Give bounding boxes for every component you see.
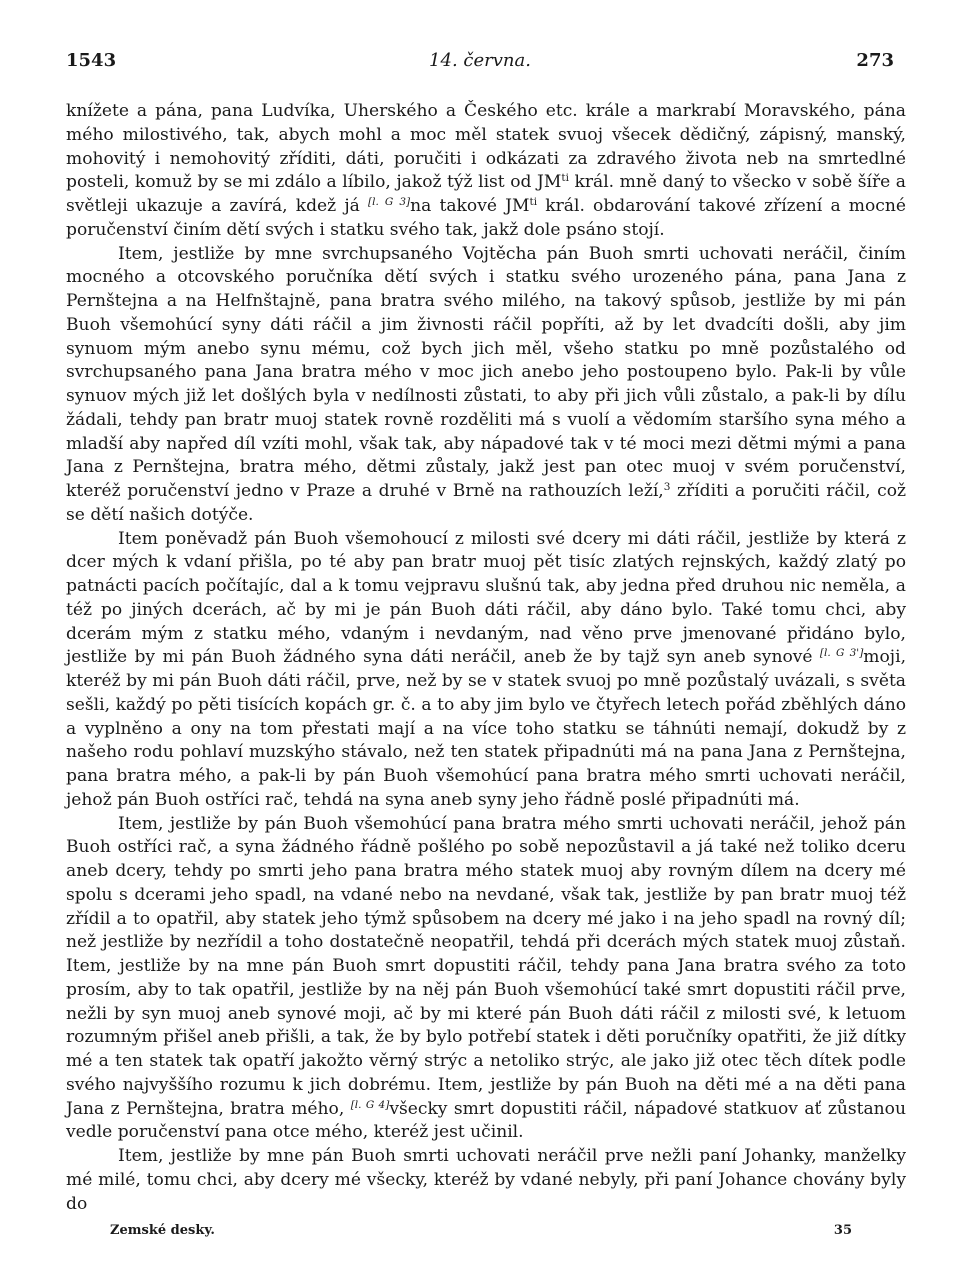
text-run: Item, jestliže by mne pán Buoh smrti uchovati neráčil prve nežli paní Johanky, manželky mé milé, tomu chci, aby dcery mé všecky, kteréž by vdané nebyly, při paní Johance chovány byly do xyxy=(66,1146,906,1214)
folio-marker: [l. G 3'] xyxy=(819,647,864,660)
header-year: 1543 xyxy=(66,50,117,71)
text-run: všecky smrt dopustiti ráčil, nápadové statkuov ať zůstanou vedle poručenství pana otce mého, kteréž jest učinil. xyxy=(66,1098,906,1143)
body-text xyxy=(66,100,906,1216)
text-run: Item, jestliže by pán Buoh všemohúcí pana bratra mého smrti uchovati neráčil, jehož pán Buoh ostříci rač, a syna žádného řádně pošlého po sobě nepozůstavil a já také než toliko dceru aneb dcery, tehdy po smrti jeho pana bratra mého statek muoj aby rovným dílem na dcery mé spolu s dcerami jeho spadl, na vdané nebo na nevdané, však tak, jestliže by pan bratr muoj též zřídil a to opatřil, aby statek jeho týmž spůsobem na dcery mé jako i na jeho spadl na rovný díl; než jestliže by nezřídil a toho dostatečně neopatřil, tehdá při dcerách mých statek muoj zůstaň. Item, jestliže by na mne pán Buoh smrt dopustiti ráčil, tehdy pana Jana bratra svého za toto prosím, aby to tak opatřil, jestliže by na něj pán Buoh všemohúcí také smrt dopustiti ráčil prve, nežli by syn muoj aneb synové moji, ač by mi které pán Buoh dáti ráčil z milosti své, k letuom rozumným přišel aneb přišli, a tak, že by bylo potřebí statek i děti poručníky opatřiti, že již dítky mé a ten statek tak opatří jakožto věrný strýc a netoliko strýc, ale jako již otec těch dítek podle svého najvyššího rozumu k jich dobrému. Item, jestliže by pán Buoh na děti mé a na děti pana Jana z Pernštejna, bratra mého, xyxy=(66,813,906,1119)
paragraph xyxy=(66,528,906,813)
superscript: 3 xyxy=(663,481,671,493)
paragraph xyxy=(66,813,906,1146)
text-run: knížete a pána, pana Ludvíka, Uherského a Českého etc. krále a markrabí Moravského, pána mého milostivého, tak, abych mohl a moc měl statek svuoj všecek dědičný, zápisný, manský, mohovitý i nemohovitý zříditi, dáti, poručiti i odkázati za zdravého života neb na smrtedlné posteli, komuž by se mi zdálo a líbilo, jakož týž list od JM xyxy=(66,101,906,193)
footer-sheet-number: 35 xyxy=(833,1223,852,1238)
paragraph xyxy=(66,1145,906,1216)
text-run: král. mně daný to všecko v sobě šíře a světleji ukazuje a zavírá, kdež já xyxy=(66,172,906,216)
paragraph xyxy=(66,100,906,243)
text-run: na takové JM xyxy=(410,196,530,216)
text-run: král. obdarování takové zřízení a mocné poručenství činím dětí svých i statku svého tak, jakž dole psáno stojí. xyxy=(66,196,907,240)
folio-marker: [l. G 3] xyxy=(368,196,411,208)
text-run: Item poněvadž pán Buoh všemohoucí z milosti své dcery mi dáti ráčil, jestliže by která z dcer mých k vdaní přišla, po té aby pan bratr muoj pět tisíc zlatých rejnských, každý zlatý po patnácti pacích počítajíc, dal a k tomu vejpravu slušnú tak, aby jedna před druhou nic neměla, a též po jiných dcerách, ač by mi je pán Buoh dáti ráčil, aby dáno bylo. Také tomu chci, aby dcerám mým z statku mého, vdaným i nevdaným, nad věno prve jmenované přidáno bylo, jestliže by mi pán Buoh žádného syna dáti neráčil, aneb že by tajž syn aneb synové xyxy=(66,528,906,668)
folio-marker: [l. G 4] xyxy=(350,1098,390,1111)
text-run: zříditi a poručiti ráčil, což se dětí našich dotýče. xyxy=(66,481,907,525)
text-run: moji, kteréž by mi pán Buoh dáti ráčil, prve, než by se v statek svuoj po mně pozůstalý uvázali, s světa sešli, každý po pěti tisících kopách gr. č. a to aby jim bylo ve čtyřech letech pořád zběhlých dáno a vyplněno a ony na tom přestati mají a na více toho statku se táhnúti nemají, dokudž by z našeho rodu pohlaví muzskýho stávalo, než ten statek připadnúti má na pana Jana z Pernštejna, pana bratra mého, a pak-li by pán Buoh všemohúcí pana bratra mého smrti uchovati neráčil, jehož pán Buoh ostříci rač, tehdá na syna aneb syny jeho řádně poslé připadnúti má. xyxy=(66,647,906,810)
header-date: 14. června. xyxy=(429,50,531,71)
superscript: ti xyxy=(529,196,538,208)
footer-signature: Zemské desky. xyxy=(110,1223,215,1238)
paragraph xyxy=(66,243,906,528)
text-run: Item, jestliže by mne svrchupsaného Vojtěcha pán Buoh smrti uchovati neráčil, činím mocného a otcovského poručníka dětí svých i statku svého urozeného pána, pana Jana z Pernštejna a na Helfnštajně, pana bratra svého milého, na takový spůsob, jestliže by mi pán Buoh všemohúcí syny dáti ráčil a jim živnosti ráčil popříti, až by let dvadcíti došli, aby jim synuom mým anebo synu mému, což bych jich měl, všeho statku po mně pozůstalého od svrchupsaného pana Jana bratra mého v moc jich anebo jeho postoupeno bylo. Pak-li by vůle synuov mých již let došlých byla v nedílnosti zůstati, to aby při jich vůli zůstalo, a pak-li by dílu žádali, tehdy pan bratr muoj statek rovně rozděliti má s vuolí a vědomím staršího syna mého a mladší aby napřed díl vzíti mohl, však tak, aby nápadové tak v té moci mezi dětmi mými a pana Jana z Pernštejna, bratra mého, dětmi zůstaly, jakž jest pan otec muoj v svém poručenství, kteréž poručenství jedno v Praze a druhé v Brně na rathouzích leží, xyxy=(66,243,906,501)
page-number: 273 xyxy=(856,50,894,71)
superscript: ti xyxy=(561,172,569,185)
